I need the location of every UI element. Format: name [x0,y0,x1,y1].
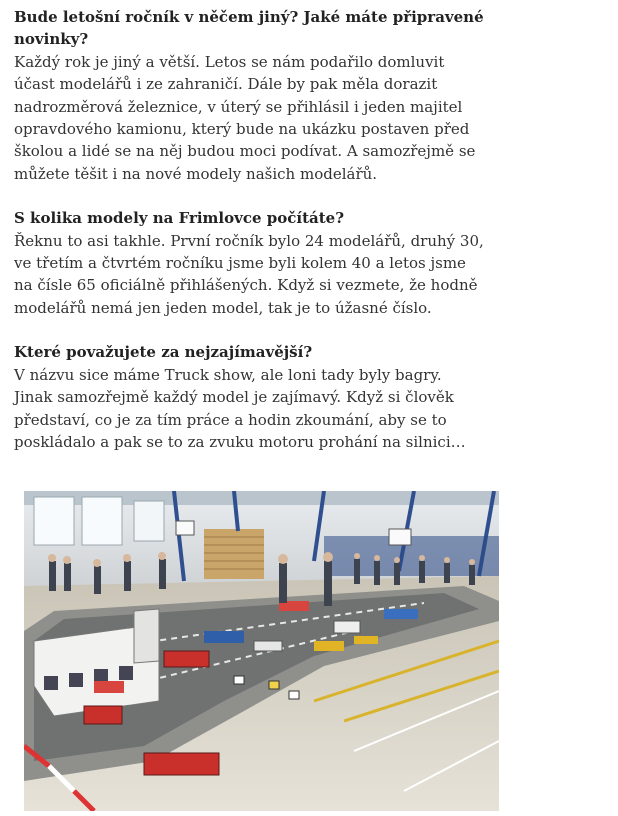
question-heading: S kolika modely na Frimlovce počítáte? [14,209,344,228]
qa-section [14,6,484,185]
answer-paragraph: V názvu sice máme Truck show, ale loni tady byly bagry. Jinak samozřejmě každý model je zajímavý. Když si člověk představí, co je za tím práce a hodin zkoumání, aby se to poskládalo a pak se to za zvuku motoru prohání na silnici… [14,365,466,451]
qa-section [14,207,484,319]
answer-paragraph: Řeknu to asi takhle. První ročník bylo 24 modelářů, druhý 30, ve třetím a čtvrtém ročníku jsme byli kolem 40 a letos jsme na čísle 65 oficiálně přihlášených. Když si vezmete, že hodně modelářů nemá jen jeden model, tak je to úžasné číslo. [14,231,484,317]
article-body [14,6,484,475]
answer-paragraph: Každý rok je jiný a větší. Letos se nám podařilo domluvit účast modelářů i ze zahraničí. Dále by pak měla dorazit nadrozměrová železnice, v úterý se přihlásil i jeden majitel opravdového kamionu, který bude na ukázku postaven před školou a lidé se na něj budou moci podívat. A samozřejmě se můžete těšit i na nové modely našich modelářů. [14,52,476,183]
article-photo [24,491,499,811]
question-heading: Bude letošní ročník v něčem jiný? Jaké máte připravené novinky? [14,8,484,49]
question-heading: Které považujete za nejzajímavější? [14,343,313,362]
qa-section [14,341,484,453]
